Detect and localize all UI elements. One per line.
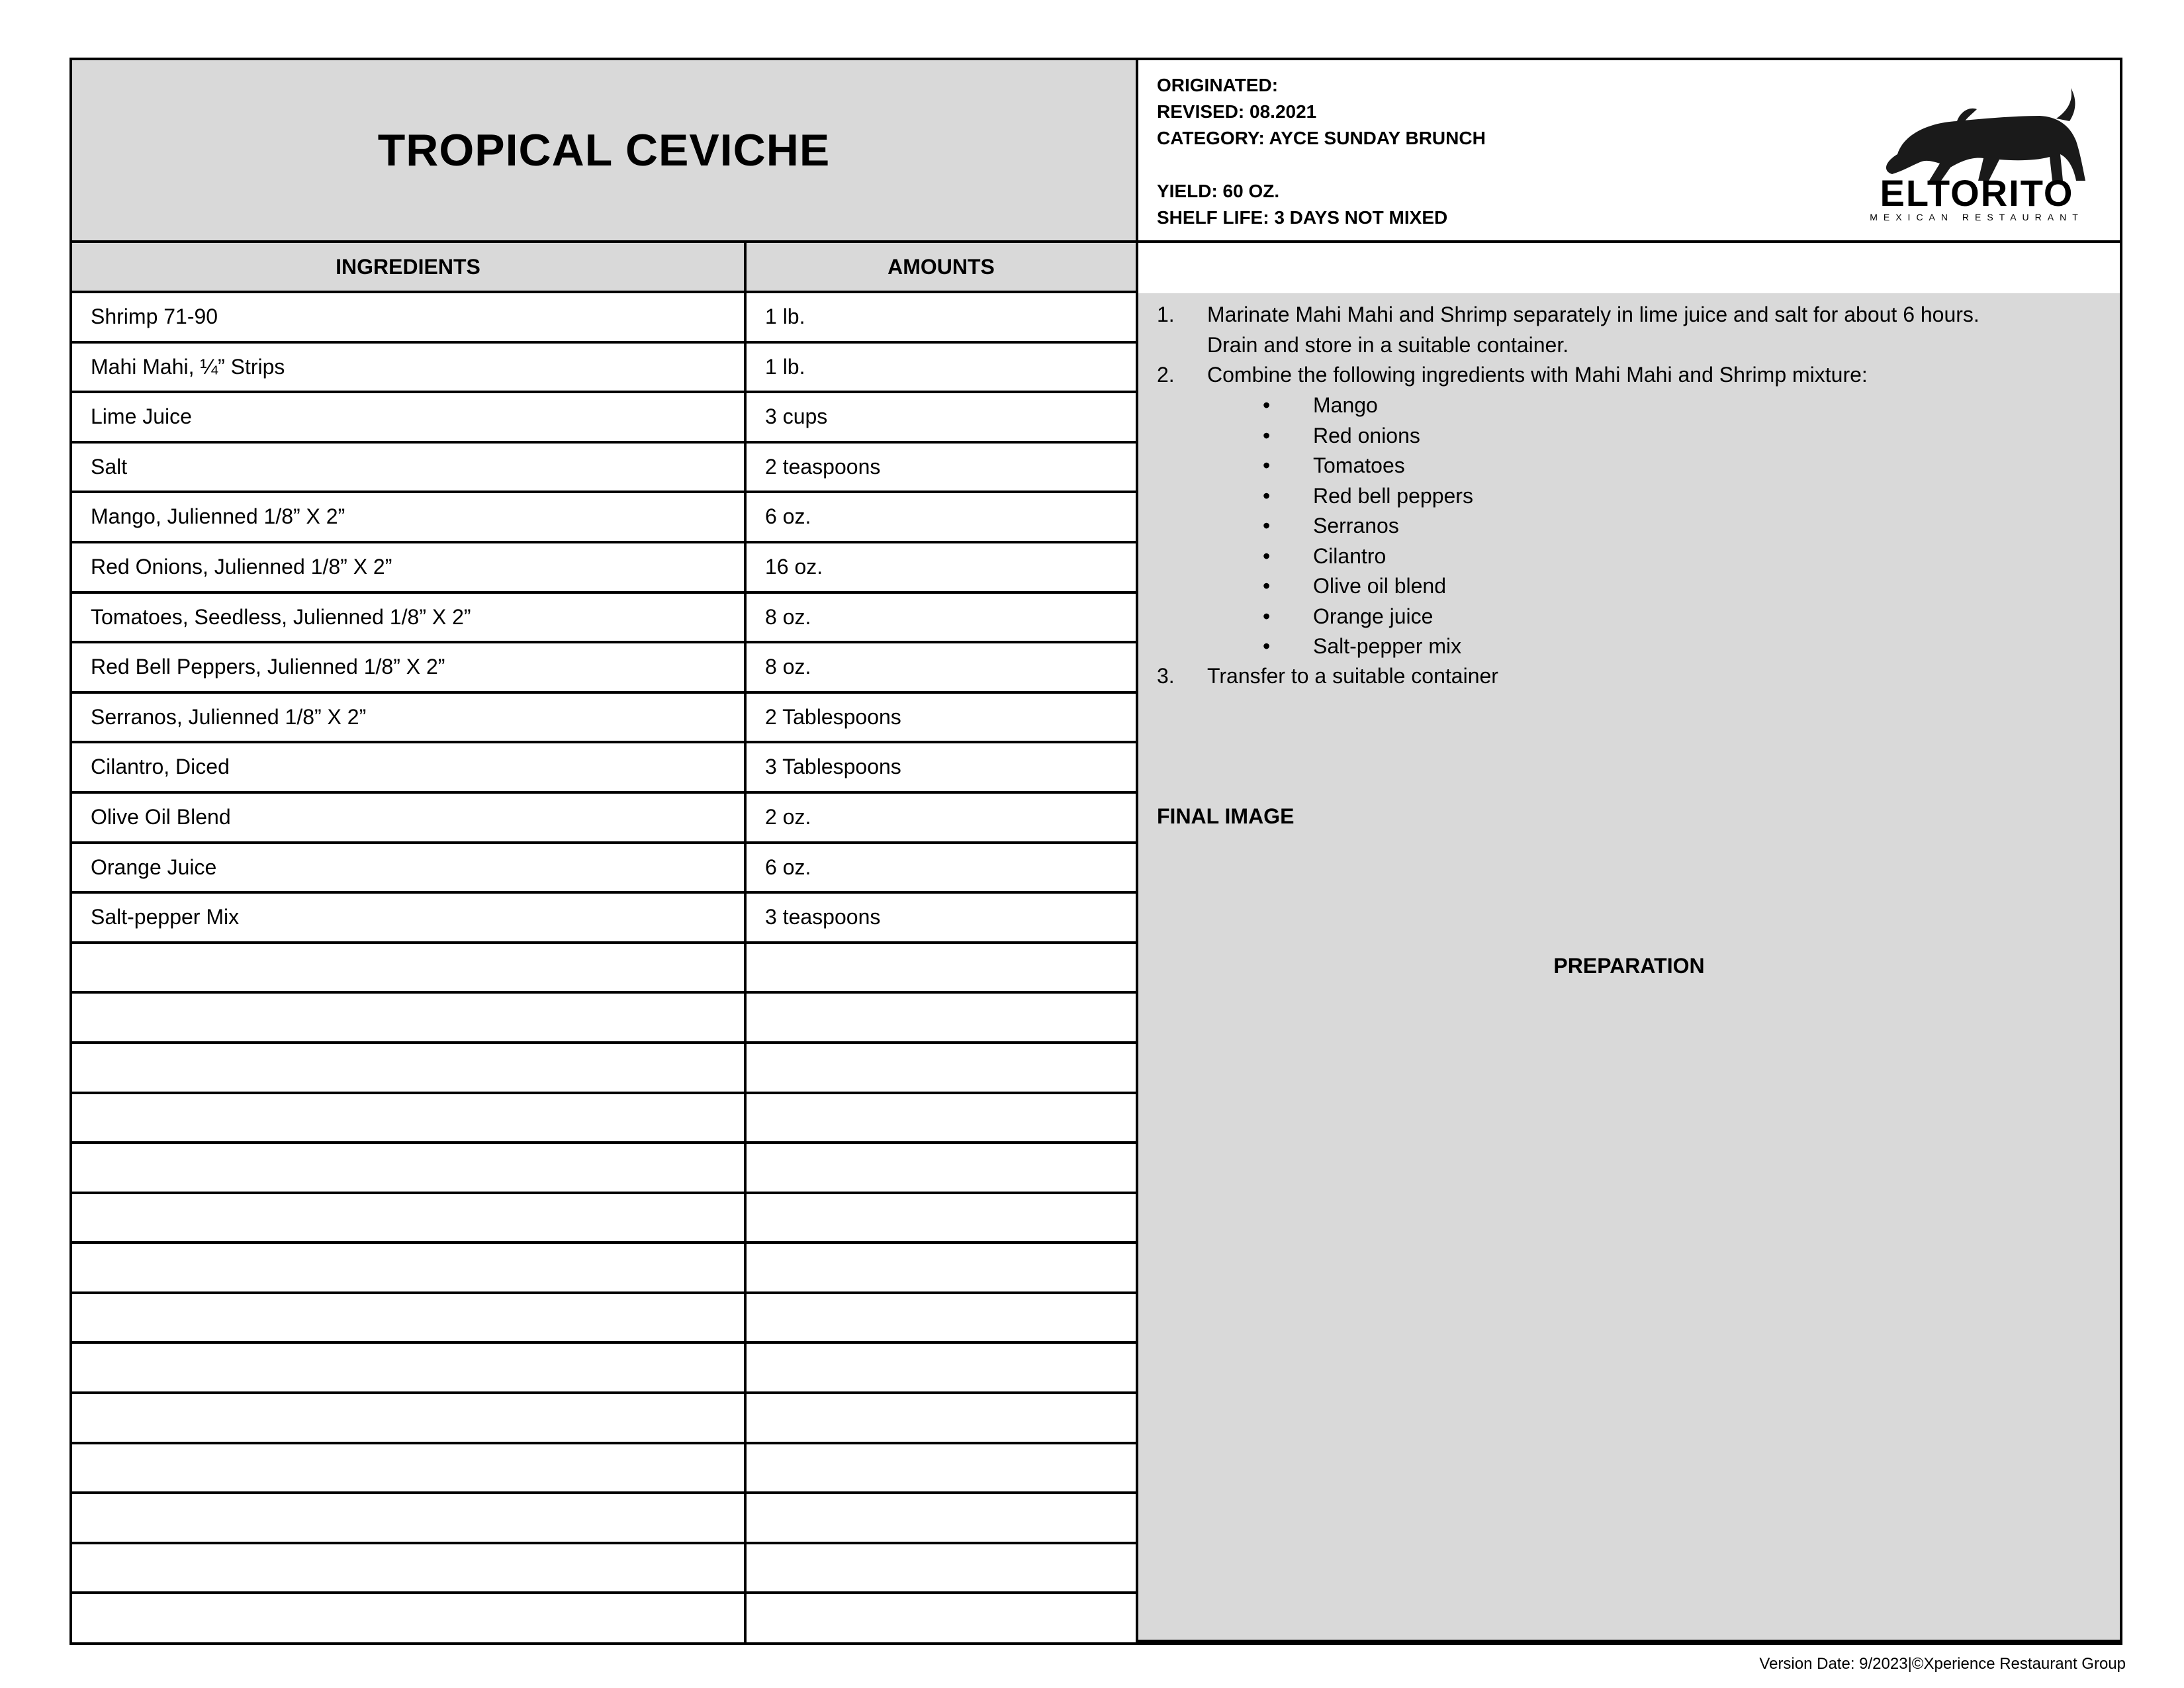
bullet-icon: • [1263, 634, 1271, 658]
table-row [72, 1394, 1138, 1444]
amount-cell [747, 1044, 1138, 1092]
meta-revised: REVISED: 08.2021 [1157, 101, 1317, 122]
bullet-icon: • [1263, 453, 1271, 477]
amount-cell [747, 1094, 1138, 1142]
bullet-text: Red onions [1313, 423, 1420, 447]
ingredient-cell [72, 1494, 747, 1542]
step-text-line: Marinate Mahi Mahi and Shrimp separately in lime juice and salt for about 6 hours. [1207, 303, 1979, 326]
ingredient-cell [72, 1444, 747, 1492]
table-row [72, 1344, 1138, 1394]
bullet-text: Serranos [1313, 514, 1399, 538]
title-cell [72, 60, 1138, 243]
table-row [72, 1594, 1138, 1644]
bullet-icon: • [1263, 574, 1271, 598]
meta-originated: ORIGINATED: [1157, 75, 1279, 95]
amount-cell: 3 cups [747, 393, 1138, 441]
amount-cell: 2 Tablespoons [747, 694, 1138, 741]
meta-cell [1138, 60, 2120, 243]
ingredient-cell: Mahi Mahi, ¼” Strips [72, 344, 747, 391]
table-row [72, 293, 1138, 344]
amount-cell [747, 1394, 1138, 1442]
amount-cell [747, 1544, 1138, 1592]
logo-subtext: MEXICAN RESTAURANT [1870, 212, 2084, 222]
ingredient-cell [72, 1594, 747, 1644]
amount-cell: 1 lb. [747, 344, 1138, 391]
ingredient-cell [72, 994, 747, 1041]
step-text-line: Combine the following ingredients with Mahi Mahi and Shrimp mixture: [1207, 363, 1868, 387]
ingredient-cell [72, 1194, 747, 1242]
bullet-icon: • [1263, 514, 1271, 538]
ingredient-cell [72, 1044, 747, 1092]
ingredient-cell: Tomatoes, Seedless, Julienned 1/8” X 2” [72, 594, 747, 641]
table-row [72, 594, 1138, 644]
bullet-icon: • [1263, 604, 1271, 628]
bullet-text: Mango [1313, 393, 1378, 417]
amount-cell [747, 1294, 1138, 1342]
ingredient-cell: Mango, Julienned 1/8” X 2” [72, 493, 747, 541]
ingredient-cell: Olive Oil Blend [72, 794, 747, 841]
step-number: 3. [1157, 664, 1175, 688]
ingredient-cell: Salt [72, 444, 747, 491]
amount-cell [747, 1244, 1138, 1291]
amount-cell [747, 1144, 1138, 1192]
ingredient-cell [72, 1294, 747, 1342]
ingredient-cell: Shrimp 71-90 [72, 293, 747, 341]
bullet-text: Cilantro [1313, 543, 1387, 568]
amount-cell [747, 944, 1138, 992]
ingredient-cell [72, 944, 747, 992]
table-row [72, 1144, 1138, 1194]
bullet-icon: • [1263, 423, 1271, 447]
table-row [72, 444, 1138, 494]
amount-cell [747, 994, 1138, 1041]
amount-cell: 8 oz. [747, 594, 1138, 641]
ingredient-cell [72, 1094, 747, 1142]
amount-cell: 6 oz. [747, 844, 1138, 892]
table-row [72, 1444, 1138, 1495]
table-row [72, 1494, 1138, 1544]
ingredient-cell: Serranos, Julienned 1/8” X 2” [72, 694, 747, 741]
ingredient-cell: Lime Juice [72, 393, 747, 441]
table-row [72, 944, 1138, 994]
amount-cell: 2 teaspoons [747, 444, 1138, 491]
table-row [72, 1294, 1138, 1344]
amount-cell [747, 1494, 1138, 1542]
version-footer: Version Date: 9/2023|©Xperience Restaurant Group [1759, 1655, 2126, 1673]
table-row [72, 794, 1138, 844]
bullet-icon: • [1263, 543, 1271, 568]
table-row [72, 1544, 1138, 1595]
meta-info [1157, 72, 1486, 231]
table-row [72, 643, 1138, 694]
bullet-text: Salt-pepper mix [1313, 634, 1462, 658]
amount-cell [747, 1594, 1138, 1644]
ingredient-cell [72, 1244, 747, 1291]
ingredient-cell [72, 1144, 747, 1192]
ingredient-cell: Red Bell Peppers, Julienned 1/8” X 2” [72, 643, 747, 691]
bullet-icon: • [1263, 393, 1271, 417]
recipe-title: TROPICAL CEVICHE [377, 125, 831, 175]
bullet-icon: • [1263, 483, 1271, 508]
ingredient-cell: Orange Juice [72, 844, 747, 892]
meta-shelf-life: SHELF LIFE: 3 DAYS NOT MIXED [1157, 207, 1448, 228]
logo-text: ELTORITO [1880, 172, 2074, 214]
ingredients-table [72, 293, 1138, 1644]
ingredient-cell [72, 1344, 747, 1391]
preparation-cell [1138, 293, 2120, 1642]
amount-cell: 16 oz. [747, 543, 1138, 591]
bullet-text: Olive oil blend [1313, 574, 1446, 598]
ingredient-cell: Salt-pepper Mix [72, 894, 747, 941]
amount-cell [747, 1344, 1138, 1391]
recipe-sheet [69, 58, 2122, 1645]
amount-cell: 2 oz. [747, 794, 1138, 841]
step-number: 2. [1157, 363, 1175, 387]
table-row [72, 393, 1138, 444]
final-image-label: FINAL IMAGE [1157, 804, 1295, 828]
step-text-line: Transfer to a suitable container [1207, 664, 1498, 688]
table-row [72, 844, 1138, 894]
meta-category: CATEGORY: AYCE SUNDAY BRUNCH [1157, 128, 1486, 148]
table-row [72, 493, 1138, 543]
step-number: 1. [1157, 303, 1175, 326]
table-row [72, 894, 1138, 944]
ingredient-cell [72, 1394, 747, 1442]
preparation-header: PREPARATION [1138, 293, 2120, 1642]
table-row [72, 994, 1138, 1044]
amounts-header: AMOUNTS [747, 243, 1138, 293]
table-row [72, 1044, 1138, 1094]
table-row [72, 543, 1138, 594]
bullet-text: Tomatoes [1313, 453, 1405, 477]
ingredient-cell: Cilantro, Diced [72, 743, 747, 791]
bullet-text: Orange juice [1313, 604, 1433, 628]
amount-cell [747, 1444, 1138, 1492]
amount-cell: 8 oz. [747, 643, 1138, 691]
amount-cell: 3 teaspoons [747, 894, 1138, 941]
amount-cell: 6 oz. [747, 493, 1138, 541]
table-row [72, 344, 1138, 394]
meta-yield: YIELD: 60 OZ. [1157, 181, 1280, 201]
amount-cell: 3 Tablespoons [747, 743, 1138, 791]
table-row [72, 743, 1138, 794]
table-row [72, 694, 1138, 744]
table-row [72, 1094, 1138, 1145]
bullet-text: Red bell peppers [1313, 483, 1473, 508]
ingredients-header: INGREDIENTS [72, 243, 747, 293]
amount-cell: 1 lb. [747, 293, 1138, 341]
ingredient-cell: Red Onions, Julienned 1/8” X 2” [72, 543, 747, 591]
step-text-line: Drain and store in a suitable container. [1207, 332, 1569, 357]
amount-cell [747, 1194, 1138, 1242]
ingredient-cell [72, 1544, 747, 1592]
table-row [72, 1194, 1138, 1244]
table-row [72, 1244, 1138, 1294]
